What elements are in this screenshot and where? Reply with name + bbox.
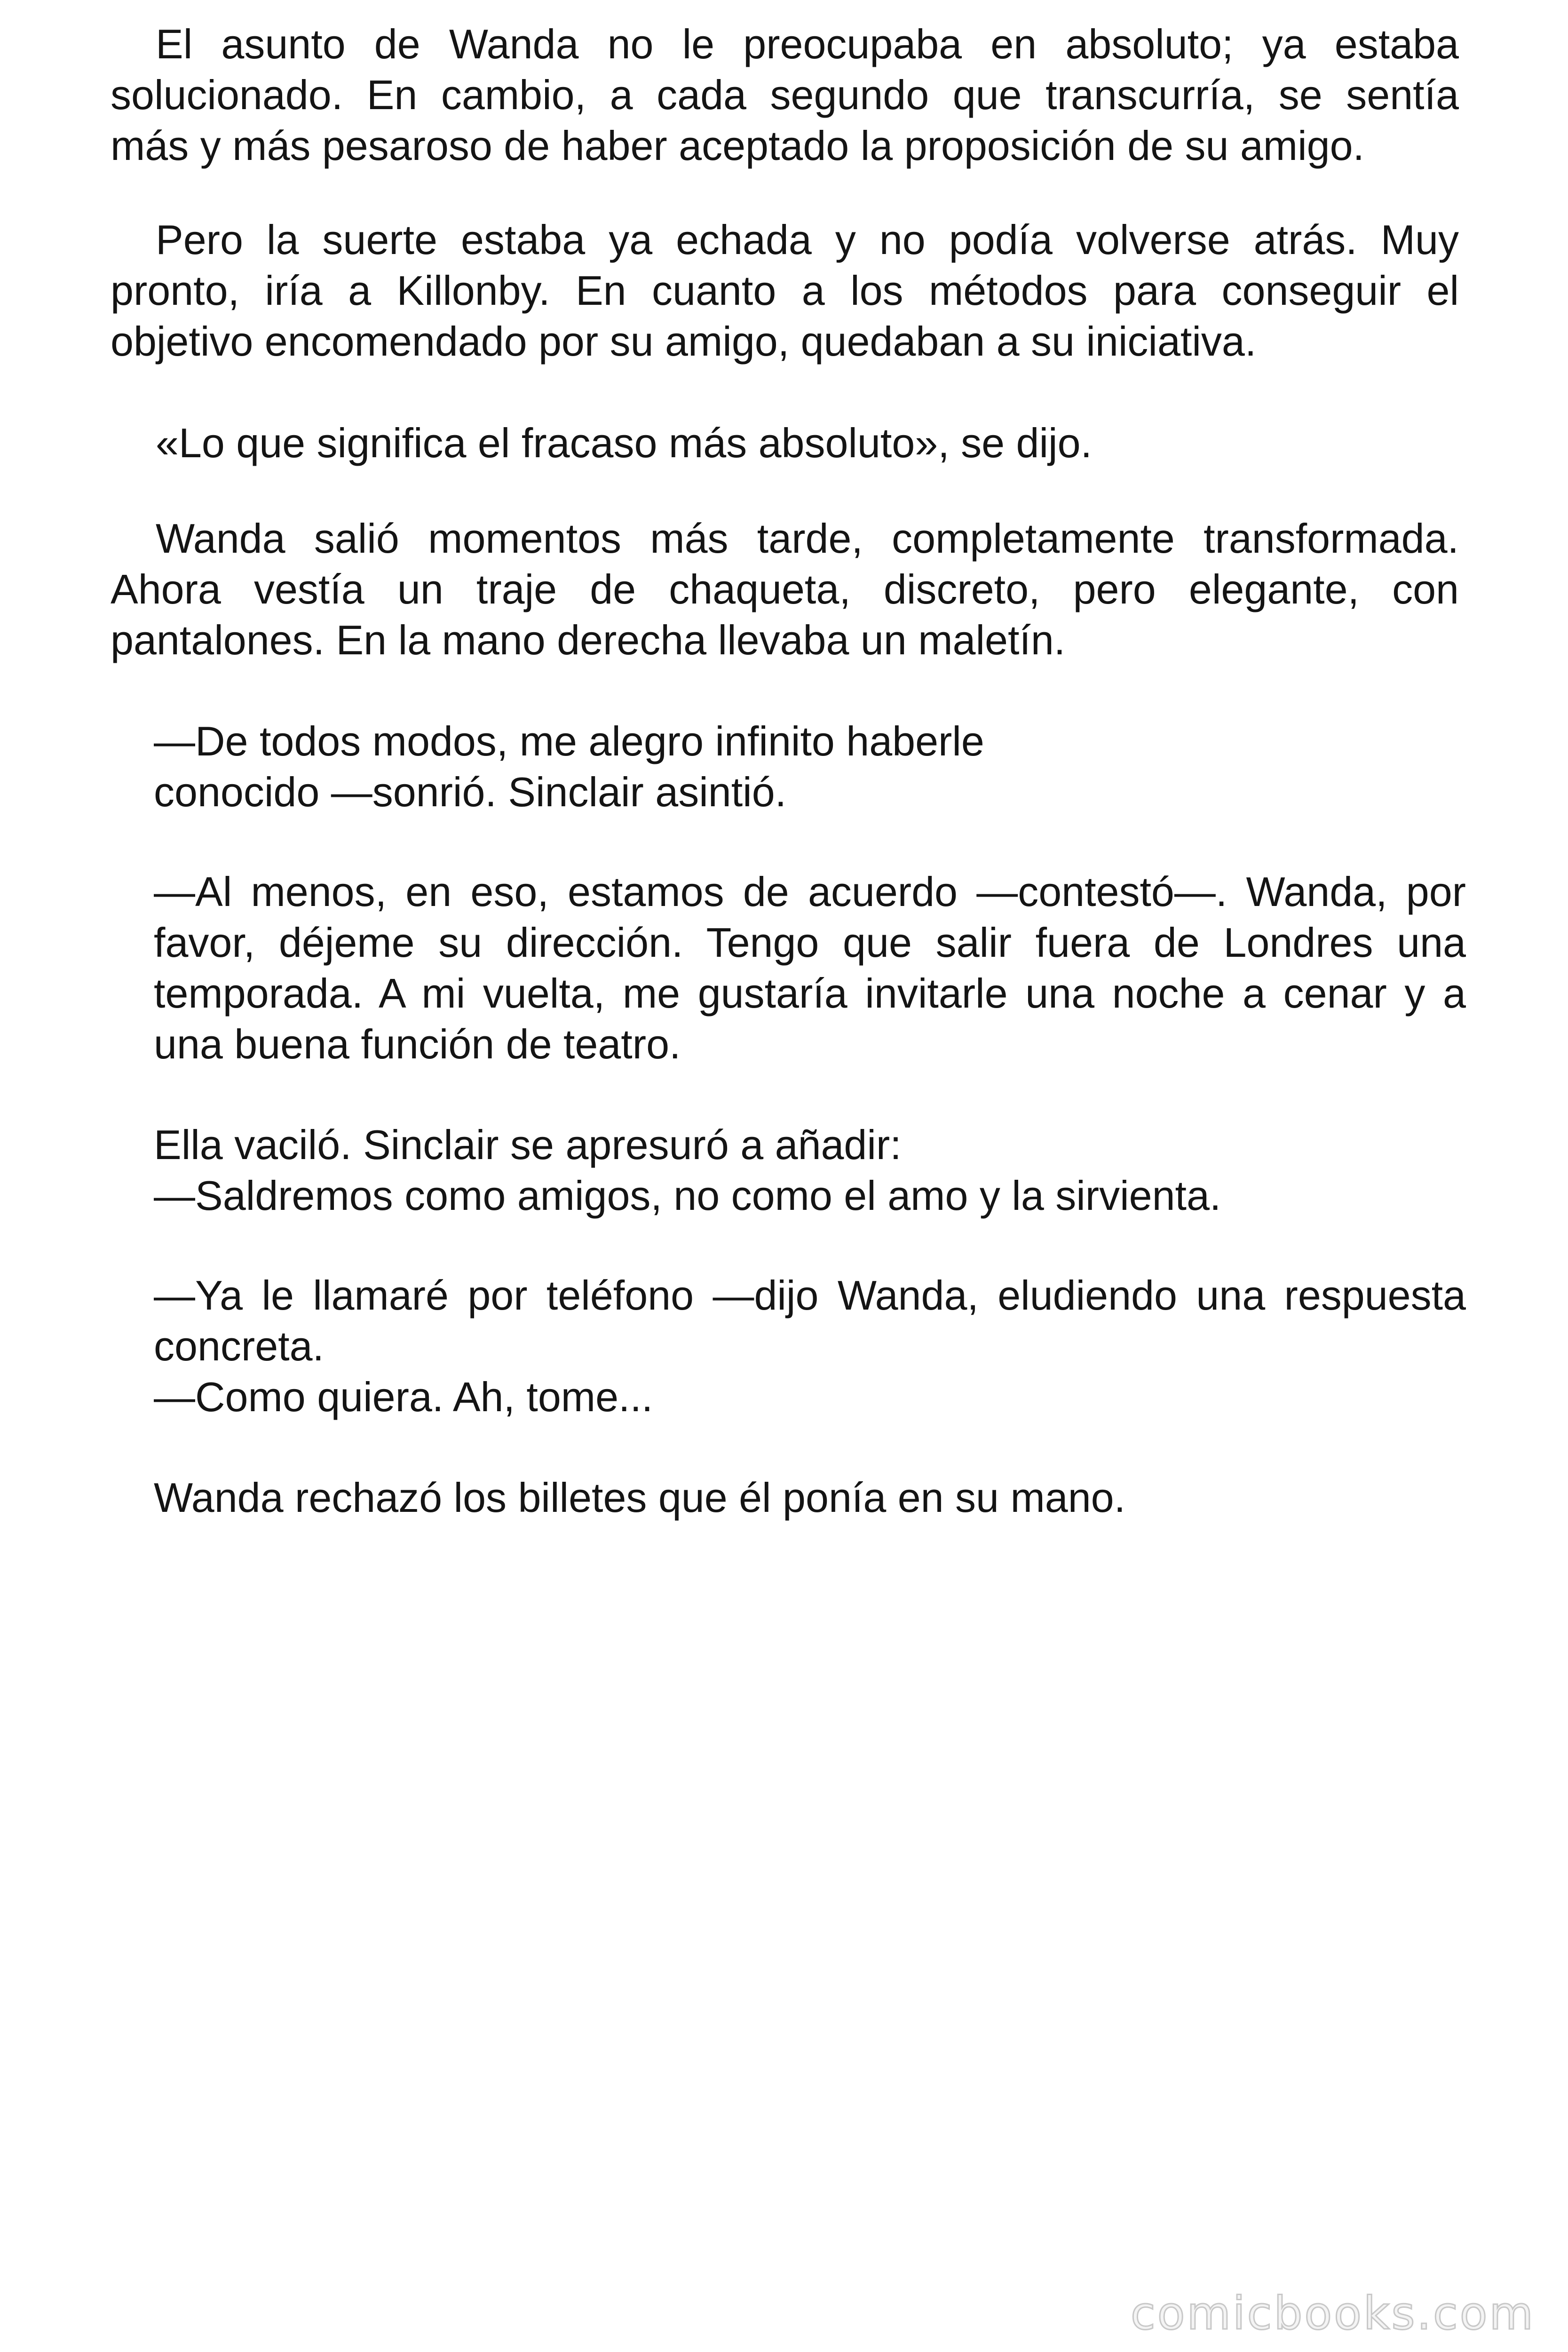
paragraph-line: pronto, iría a Killonby. En cuanto a los métodos para conseguir el bbox=[111, 267, 1459, 314]
paragraph-line: Ella vaciló. Sinclair se apresuró a añadir: bbox=[154, 1121, 902, 1168]
paragraph-line: —Ya le llamaré por teléfono —dijo Wanda, eludiendo una respuesta bbox=[154, 1272, 1466, 1319]
paragraph-line: objetivo encomendado por su amigo, quedaban a su iniciativa. bbox=[111, 318, 1257, 365]
paragraph-line: más y más pesaroso de haber aceptado la proposición de su amigo. bbox=[111, 122, 1364, 169]
paragraph-line: Wanda rechazó los billetes que él ponía en su mano. bbox=[154, 1474, 1126, 1521]
paragraph-3 bbox=[111, 418, 1459, 469]
paragraph-line: temporada. A mi vuelta, me gustaría invitarle una noche a cenar y a bbox=[154, 970, 1466, 1017]
watermark-logo: comicbooks.com bbox=[1130, 2287, 1535, 2340]
paragraph-line: favor, déjeme su dirección. Tengo que salir fuera de Londres una bbox=[154, 919, 1466, 966]
paragraph-4 bbox=[111, 513, 1459, 666]
paragraph-line: —Al menos, en eso, estamos de acuerdo —contestó—. Wanda, por bbox=[154, 868, 1466, 915]
paragraph-7 bbox=[154, 1120, 1466, 1221]
paragraph-line: conocido —sonrió. Sinclair asintió. bbox=[154, 769, 787, 815]
paragraph-line: —Saldremos como amigos, no como el amo y la sirvienta. bbox=[154, 1172, 1221, 1219]
paragraph-6 bbox=[154, 866, 1466, 1070]
paragraph-line: una buena función de teatro. bbox=[154, 1021, 681, 1067]
paragraph-line: solucionado. En cambio, a cada segundo que transcurría, se sentía bbox=[111, 72, 1459, 118]
paragraph-line: Ahora vestía un traje de chaqueta, discreto, pero elegante, con bbox=[111, 566, 1459, 612]
paragraph-line: Wanda salió momentos más tarde, completamente transformada. bbox=[156, 515, 1459, 562]
paragraph-2 bbox=[111, 215, 1459, 367]
paragraph-line: pantalones. En la mano derecha llevaba un maletín. bbox=[111, 617, 1066, 663]
paragraph-line: concreta. bbox=[154, 1323, 324, 1369]
paragraph-line: —Como quiera. Ah, tome... bbox=[154, 1374, 653, 1420]
paragraph-8 bbox=[154, 1270, 1466, 1422]
paragraph-line: —De todos modos, me alegro infinito haberle bbox=[154, 718, 984, 764]
paragraph-1 bbox=[111, 19, 1459, 171]
paragraph-9 bbox=[154, 1472, 1466, 1523]
paragraph-5 bbox=[154, 716, 1466, 818]
paragraph-line: Pero la suerte estaba ya echada y no podía volverse atrás. Muy bbox=[156, 216, 1459, 263]
paragraph-line: El asunto de Wanda no le preocupaba en absoluto; ya estaba bbox=[156, 21, 1459, 67]
paragraph-line: «Lo que significa el fracaso más absoluto», se dijo. bbox=[156, 420, 1092, 466]
